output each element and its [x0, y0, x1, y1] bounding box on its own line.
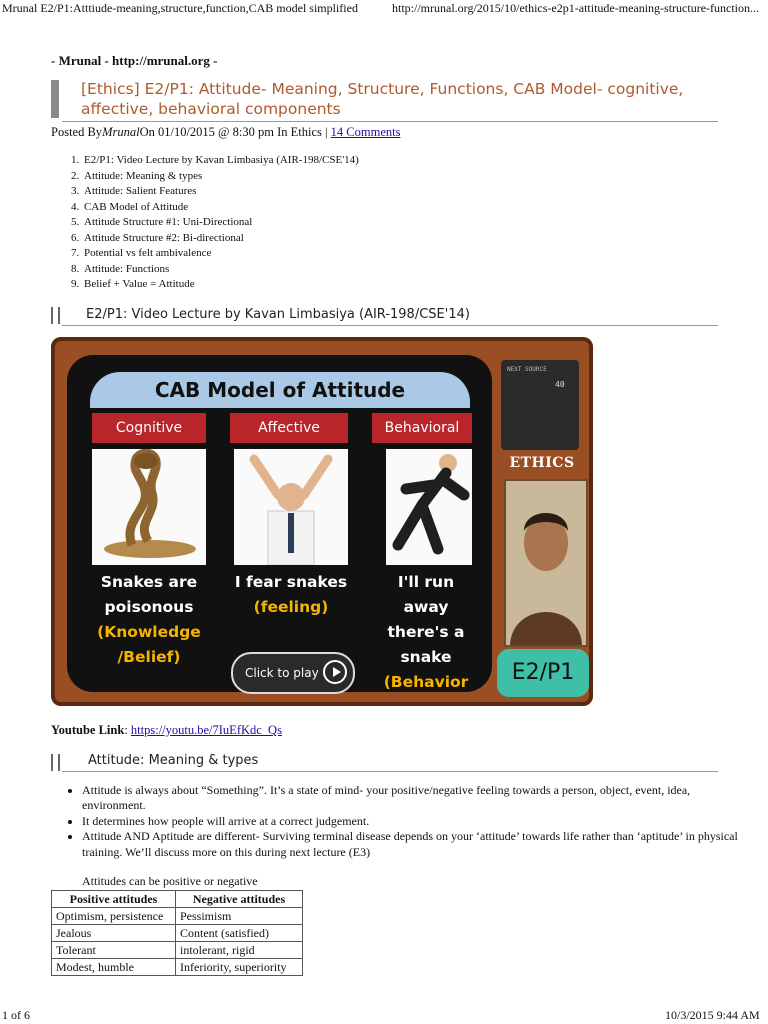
posted-on: On 01/10/2015 @ 8:30 pm In Ethics |: [139, 125, 331, 139]
toc-item: 6. Attitude Structure #2: Bi-directional: [82, 231, 359, 247]
article-title: [Ethics] E2/P1: Attitude- Meaning, Structure, Functions, CAB Model- cognitive, affective, behavioral components: [81, 80, 684, 118]
column-line-highlight: (feeling): [253, 598, 329, 616]
play-button-label: Click to play: [245, 666, 319, 680]
column-header: Positive attitudes: [52, 891, 176, 908]
column-line: Snakes are: [100, 573, 198, 591]
lecturer-photo: [504, 479, 588, 647]
table-row: [52, 925, 303, 942]
list-item: • Attitude AND Aptitude are different- Surviving terminal disease depends on your ‘attitude’ towards life rather than ‘aptitude’ in physical training. We’ll discuss more on this during next lecture (E3): [82, 829, 742, 860]
snake-icon: [92, 449, 206, 565]
column-line-highlight: (Knowledge: [97, 623, 201, 641]
table-row: [52, 959, 303, 976]
site-line: - Mrunal - http://mrunal.org -: [51, 53, 218, 68]
table-of-contents: [68, 153, 359, 293]
column-line-highlight: (Behavior: [383, 673, 469, 691]
table-caption: Attitudes can be positive or negative: [82, 874, 258, 888]
print-header-title: Mrunal E2/P1:Atttiude-meaning,structure,function,CAB model simplified: [2, 1, 358, 15]
toc-item: 1. E2/P1: Video Lecture by Kavan Limbasiya (AIR-198/CSE'14): [82, 153, 359, 169]
column-label-affective: Affective: [230, 413, 348, 443]
table-cell: Pessimism: [176, 908, 303, 925]
toc-item: 4. CAB Model of Attitude: [82, 200, 359, 216]
toc-item: 8. Attitude: Functions: [82, 262, 359, 278]
running-man-image: [386, 449, 472, 565]
column-header: Negative attitudes: [176, 891, 303, 908]
list-item: • It determines how people will arrive at a correct judgement.: [82, 814, 742, 829]
column-label-behavioral: Behavioral: [372, 413, 472, 443]
column-label-cognitive: Cognitive: [92, 413, 206, 443]
snake-image: [92, 449, 206, 565]
toc-item: 2. Attitude: Meaning & types: [82, 169, 359, 185]
running-person-icon: [386, 449, 472, 565]
column-text-cognitive: [92, 570, 206, 670]
posted-by-label: Posted By: [51, 125, 103, 139]
table-header-row: [52, 891, 303, 908]
youtube-line: Youtube Link: https://youtu.be/7IuEfKdc_Qs: [51, 723, 282, 737]
panel-readout: 40: [555, 380, 565, 389]
table-row: [52, 908, 303, 925]
title-accent-bar: [51, 80, 59, 118]
fearful-person-icon: [234, 449, 348, 565]
column-line: snake: [400, 648, 452, 666]
column-line: poisonous: [104, 598, 194, 616]
comments-link[interactable]: 14 Comments: [330, 125, 401, 139]
print-timestamp: 10/3/2015 9:44 AM: [665, 1008, 760, 1022]
fearful-man-image: [234, 449, 348, 565]
table-row: [52, 942, 303, 959]
person-portrait-icon: [506, 481, 586, 645]
list-item: • Attitude is always about “Something”. It’s a state of mind- your positive/negative feeling towards a person, object, event, idea, environment.: [82, 783, 742, 814]
panel-label: NEXT SOURCE: [507, 366, 547, 373]
section-divider: [62, 325, 718, 326]
column-line: I fear snakes: [234, 573, 348, 591]
table-cell: Tolerant: [52, 942, 176, 959]
attitudes-table: [51, 890, 303, 976]
table-cell: Modest, humble: [52, 959, 176, 976]
ethics-label: ETHICS: [509, 455, 575, 471]
youtube-label: Youtube Link: [51, 723, 125, 737]
toc-item: 3. Attitude: Salient Features: [82, 184, 359, 200]
meaning-bullet-list: [68, 783, 742, 860]
title-divider: [62, 121, 718, 122]
toc-item: 5. Attitude Structure #1: Uni-Directional: [82, 215, 359, 231]
toc-item: 9. Belief + Value = Attitude: [82, 277, 359, 293]
print-header-url: http://mrunal.org/2015/10/ethics-e2p1-attitude-meaning-structure-function...: [392, 1, 760, 15]
table-cell: Jealous: [52, 925, 176, 942]
page-number: 1 of 6: [2, 1008, 30, 1022]
table-cell: Content (satisfied): [176, 925, 303, 942]
play-icon: [323, 660, 347, 684]
play-button[interactable]: [231, 652, 355, 694]
section-heading-video: E2/P1: Video Lecture by Kavan Limbasiya (AIR-198/CSE'14): [86, 307, 470, 322]
column-line: there's a: [387, 623, 465, 641]
table-cell: Inferiority, superiority: [176, 959, 303, 976]
tv-control-panel: [501, 360, 579, 450]
episode-badge: E2/P1: [497, 649, 589, 697]
toc-item: 7. Potential vs felt ambivalence: [82, 246, 359, 262]
youtube-link[interactable]: https://youtu.be/7IuEfKdc_Qs: [130, 723, 282, 737]
section-divider: [62, 771, 718, 772]
section-marker: [51, 307, 60, 324]
column-line: I'll run away: [397, 573, 455, 616]
section-heading-meaning: Attitude: Meaning & types: [88, 753, 259, 768]
table-cell: intolerant, rigid: [176, 942, 303, 959]
column-text-affective: [234, 570, 348, 620]
section-marker: [51, 754, 60, 771]
post-meta: [51, 125, 400, 140]
author-name: Mrunal: [102, 125, 140, 139]
video-slide-title: CAB Model of Attitude: [90, 372, 470, 408]
table-cell: Optimism, persistence: [52, 908, 176, 925]
print-header: [0, 0, 768, 22]
column-text-behavioral: [376, 570, 476, 695]
column-line-highlight: /Belief): [117, 648, 181, 666]
